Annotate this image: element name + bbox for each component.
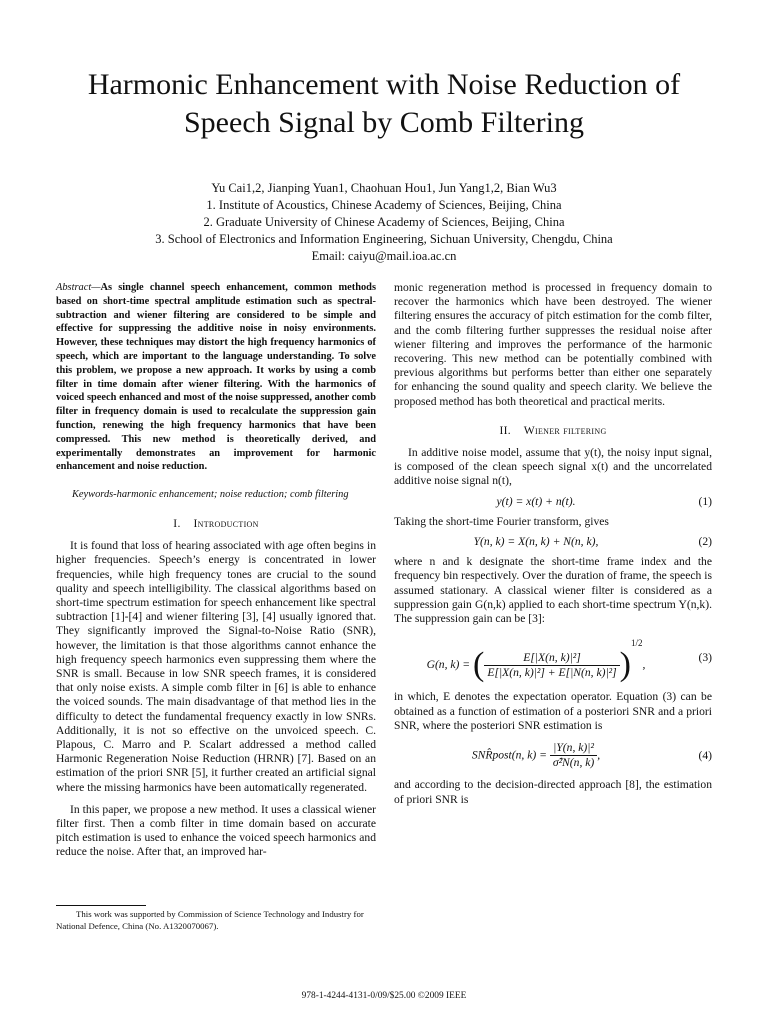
open-paren: ( bbox=[473, 646, 485, 684]
equation-3 bbox=[394, 636, 712, 684]
section-numeral: I. bbox=[173, 516, 181, 530]
equation-body: SNR̂post(n, k) = $\frac{\text{|Y(n, k)|²}}{\text{σ̂²N(n, k)}}$ , bbox=[471, 740, 601, 770]
equation-number: (2) bbox=[698, 535, 712, 549]
equation-body: G(n, k) = ( $\frac{\text{E[|X(n, k)|²]}}{\text{E[|X(n, k)|²] + E[|N(n, k)|²]}}$ )$^{1/2}$, bbox=[426, 638, 646, 684]
paper-title bbox=[0, 66, 768, 142]
affiliation-3: 3. School of Electronics and Information Engineering, Sichuan University, Chengdu, China bbox=[155, 232, 613, 246]
affiliation-1: 1. Institute of Acoustics, Chinese Academy of Sciences, Beijing, China bbox=[206, 198, 562, 212]
equation-lhs: SNR̂post(n, k) = bbox=[471, 748, 547, 762]
abstract bbox=[56, 281, 376, 474]
title-line-2: Speech Signal by Comb Filtering bbox=[184, 106, 584, 139]
close-paren: ) bbox=[619, 646, 631, 684]
equation-1 bbox=[394, 495, 712, 509]
footnote: This work was supported by Commission of Science Technology and Industry for National Defence, China (No. A1320070067). bbox=[56, 909, 364, 931]
wiener-paragraph-2: Taking the short-time Fourier transform, gives bbox=[394, 514, 609, 528]
equation-fraction bbox=[550, 741, 597, 770]
fraction-numerator: |Y(n, k)|² bbox=[550, 741, 597, 756]
intro-paragraph-2: In this paper, we propose a new method. It uses a classical wiener filter first. Then a comb filter in time domain based on accurate pitch estimation is used to enhance the voiced speech harmonics and reduce the noise. After that, an improved har- bbox=[56, 802, 376, 859]
abstract-text: As single channel speech enhancement, common methods based on short-time spectral amplitude estimation such as spectral-subtraction and wiener filtering are considered to be simple and effective for suppressing the additive noise in noisy environments. However, these techniques may distort the high frequency harmonics of speech, which are important to the language understanding. To solve this problem, we propose a new approach. It works by using a comb filter in time domain after wiener filtering. With the harmonics of voiced speech enhanced and most of the noise suppressed, another comb filter in frequency domain is used to recalculate the suppression gain function, renewing the high frequency harmonics that have been compressed. This new method is theoretically derived, and experimentally demonstrates an improvement for harmonic enhancement and noise reduction. bbox=[56, 282, 376, 473]
author-names: Yu Cai1,2, Jianping Yuan1, Chaohuan Hou1, Jun Yang1,2, Bian Wu3 bbox=[211, 181, 557, 195]
section-heading-wiener bbox=[394, 424, 712, 438]
section-numeral: II. bbox=[499, 423, 511, 437]
section-heading-introduction bbox=[56, 517, 376, 531]
title-line-1: Harmonic Enhancement with Noise Reduction of bbox=[87, 68, 681, 101]
intro-paragraph-1: It is found that loss of hearing associated with age often begins in higher frequencies. Speech’s energy is concentrated in lower frequencies, while high frequency tones are crucial to the sound quality and speech intelligibility. The classical algorithms based on short-time spectrum estimation for speech enhancement like spectral subtraction [1]-[4] and wiener filtering [3], [4] usually ignored that. They significantly improved the Signal-to-Noise Ratio (SNR), however, the limitation is that those algorithms cannot enhance the high frequency speech harmonics even suppressing them where the SNR is small. Because in low SNR speech frames, it is considered that only noise exists. A simple comb filter in [6] is able to enhance the voiced sounds. The main disadvantage of that method lies in the difficulty to detect the fundamental frequency exactly in low SNRs. Additionally, it is not so effective on the unvoiced speech. C. Plapous, C. Marro and P. Scalart addressed a method called Harmonic Regeneration Noise Reduction (HRNR) [7]. Based on an estimation of the priori SNR [5], it further created an artificial signal where the missing harmonics have been automatically regenerated. bbox=[56, 539, 376, 794]
abstract-label: Abstract— bbox=[56, 282, 101, 293]
equation-lhs: G(n, k) = bbox=[426, 658, 471, 672]
fraction-denominator: E[|X(n, k)|²] + E[|N(n, k)|²] bbox=[487, 666, 617, 680]
wiener-paragraph-1: In additive noise model, assume that y(t), the noisy input signal, is composed of the clean speech signal x(t) and the uncorrelated additive noise signal n(t), bbox=[394, 446, 712, 488]
right-column bbox=[394, 281, 712, 807]
equation-exponent: 1/2 bbox=[630, 638, 643, 649]
copyright-footer: 978-1-4244-4131-0/09/$25.00 ©2009 IEEE bbox=[301, 991, 467, 1001]
equation-4 bbox=[394, 741, 712, 770]
wiener-paragraph-5: and according to the decision-directed approach [8], the estimation of priori SNR is bbox=[394, 778, 712, 806]
footnote-divider bbox=[56, 905, 146, 906]
section-title: Wiener filtering bbox=[523, 423, 607, 437]
author-block bbox=[0, 180, 768, 265]
affiliation-2: 2. Graduate University of Chinese Academy of Sciences, Beijing, China bbox=[203, 215, 565, 229]
fraction-numerator: E[|X(n, k)|²] bbox=[484, 651, 619, 666]
equation-fraction bbox=[484, 651, 619, 680]
author-email[interactable]: Email: caiyu@mail.ioa.ac.cn bbox=[311, 249, 457, 263]
fraction-denominator: σ̂²N(n, k) bbox=[552, 756, 595, 770]
left-column bbox=[56, 281, 376, 860]
wiener-paragraph-3: where n and k designate the short-time frame index and the frequency bin respectively. Over the duration of frame, the speech is assumed stationary. A classical wiener filter is considered as a suppression gain G(n,k) applied to each short-time spectrum Y(n,k). The suppression gain can be [3]: bbox=[394, 555, 712, 626]
equation-body: y(t) = x(t) + n(t). bbox=[496, 494, 576, 508]
equation-2 bbox=[394, 535, 712, 549]
equation-body: Y(n, k) = X(n, k) + N(n, k), bbox=[473, 535, 599, 549]
equation-number: (1) bbox=[698, 494, 712, 508]
wiener-paragraph-4: in which, E denotes the expectation operator. Equation (3) can be obtained as a function of estimation of a posteriori SNR and a priori SNR, where the posteriori SNR estimation is bbox=[394, 690, 712, 732]
equation-number: (3) bbox=[698, 651, 712, 665]
keywords: Keywords-harmonic enhancement; noise reduction; comb filtering bbox=[72, 489, 349, 501]
equation-number: (4) bbox=[698, 748, 712, 762]
continued-paragraph: monic regeneration method is processed in frequency domain to recover the harmonics which have been destroyed. The wiener filtering ensures the accuracy of pitch estimation for the comb filter, and the comb filtering further suppresses the residual noise after wiener filtering and improves the performance of the harmonic recovering. This new method can be potentially combined with previous algorithms but performs better than either one separately for enhancing the sound quality and speech clarity. We believe the proposed method has both theoretical and practical merits. bbox=[394, 281, 712, 408]
section-title: Introduction bbox=[193, 516, 259, 530]
